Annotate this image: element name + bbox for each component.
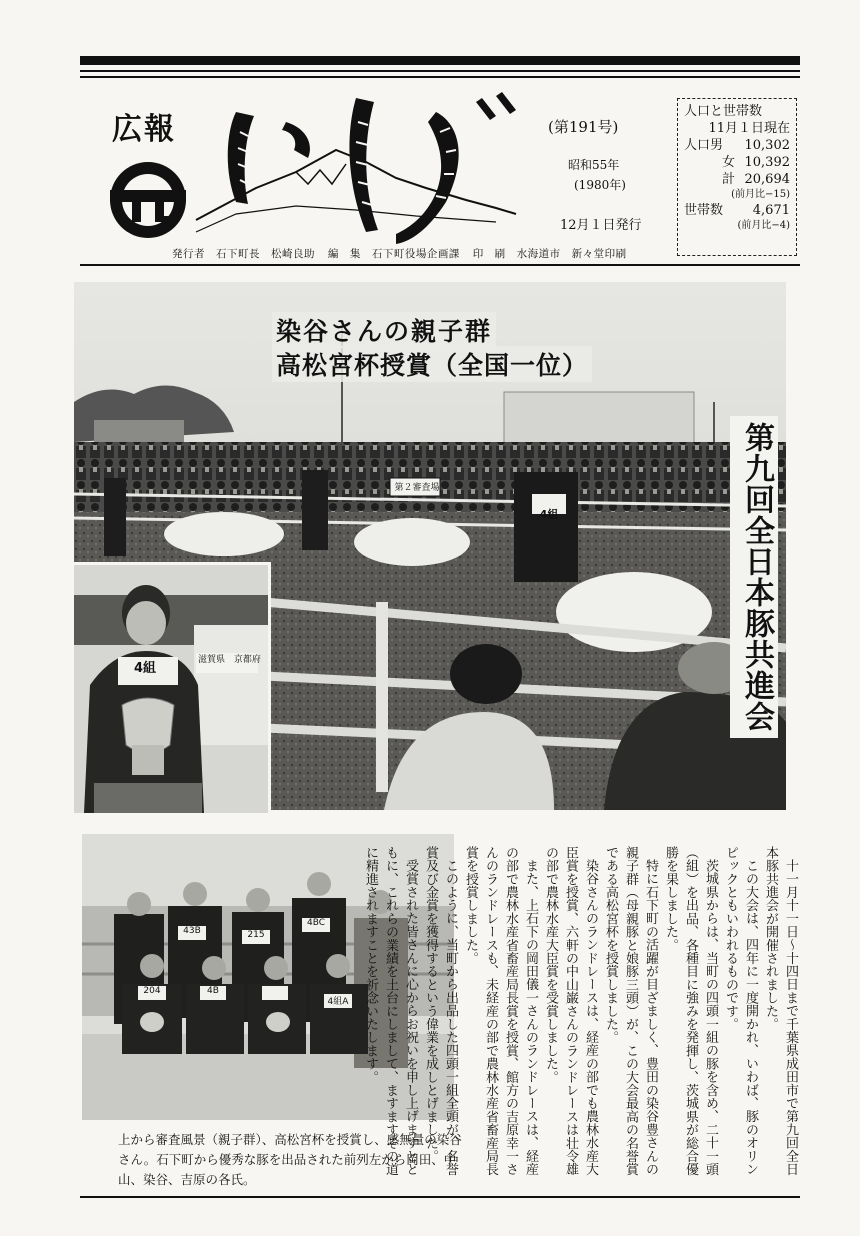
population-female-label: 女: [722, 155, 736, 170]
households-value: 4,671: [752, 203, 790, 218]
koho-label: 広報: [112, 112, 176, 147]
issue-date: 12月１日発行: [560, 218, 642, 233]
group-badge-4: 204: [143, 986, 161, 996]
households-change: (前月比−4): [737, 220, 790, 231]
article-paragraph: 受賞された皆さんに心からお祝いを申し上げますとともに、これらの業績を土台にしまして、ますますその道に精進されますことを祈念いたします。: [363, 846, 418, 1176]
winner-number-badge: 4組: [133, 661, 157, 676]
trophy-winner-photo: [74, 562, 271, 813]
population-male-value: 10,302: [744, 138, 790, 153]
issue-year: (1980年): [574, 178, 626, 192]
population-total-row: [684, 171, 790, 188]
group-badge-3: 4BC: [306, 918, 326, 928]
publisher-editor: 編 集 石下町役場企画課: [327, 248, 460, 260]
article-paragraph: 十一月十一日〜十四日まで千葉県成田市で第九回全日本豚共進会が開催されました。: [763, 846, 798, 1176]
trophy-winner-illustration: [74, 565, 268, 813]
prefecture-banners: [198, 652, 261, 665]
population-female-value: 10,392: [744, 155, 790, 170]
handler-number-badge: 4組: [539, 508, 559, 521]
masthead-rule-thin: [80, 70, 800, 72]
headline-line1: 染谷さんの親子群: [272, 312, 496, 348]
population-date: 11月１日現在: [708, 121, 790, 136]
population-male-row: [684, 137, 790, 154]
population-female-row: [684, 154, 790, 171]
article-paragraph: 特に石下町の活躍が目ざましく、豊田の染谷豊さんの親子群（母親豚と娘豚三頭）が、この大会最高の名誉賞である高松宮杯を授賞しました。: [603, 846, 658, 1176]
households-row: [684, 202, 790, 219]
households-label: 世帯数: [684, 203, 724, 218]
group-badge-5: 4B: [207, 986, 219, 996]
title-logo-art: [196, 92, 536, 252]
issue-era-date: 昭和55年: [568, 158, 620, 172]
group-badge-1: 43B: [183, 926, 201, 936]
headline-line2: 高松宮杯授賞（全国一位）: [272, 346, 592, 382]
banner-shiga: 滋賀県: [198, 655, 226, 665]
population-total-change: (前月比−15): [731, 189, 790, 200]
masthead-rule-thin: [80, 76, 800, 78]
population-total-label: 計: [722, 172, 736, 187]
publisher-printer: 印 刷 水海道市 新々堂印刷: [472, 248, 627, 260]
publisher-issuer: 発行者 石下町長 松崎良助: [172, 248, 315, 260]
ring-sign: 第２審査場: [394, 483, 440, 493]
article-paragraph: 染谷さんのランドレースは、経産の部でも農林水産大臣賞を授賞、六軒の中山巌さんのランドレースは壮令雄の部で農林水産大臣賞を受賞しました。: [543, 846, 598, 1176]
event-vertical-title: 第九回全日本豚共進会: [730, 416, 778, 738]
article-paragraph: また、上石下の岡田儀一さんのランドレースは、経産の部で農林水産省畜産局長賞を授賞、館方の吉原幸一さんのランドレースも、未経産の部で農林水産省畜産局長賞を授賞しました。: [463, 846, 538, 1176]
publisher-line: [172, 246, 636, 261]
population-total-value: 20,694: [744, 172, 790, 187]
issue-number: (第191号): [548, 118, 619, 136]
article-paragraph: この大会は、四年に一度開かれ、いわば、豚のオリンピックともいわれるものです。: [723, 846, 758, 1176]
town-emblem-icon: [108, 160, 188, 240]
masthead-rule-thick: [80, 56, 800, 65]
photo-caption: 上から審査風景（親子群）、高松宮杯を授賞し、感無量の染谷さん。石下町から優秀な豚を出品された前列左から岡田、中山、染谷、吉原の各氏。: [118, 1132, 462, 1187]
article-paragraph: 茨城県からは、当町の四頭一組の豚を含め、二十一頭（組）を出品、各種目に強みを発揮し、茨城県が総合優勝を果しました。: [663, 846, 718, 1176]
footer-rule: [80, 1196, 800, 1198]
group-badge-6: 4組A: [327, 997, 349, 1007]
population-title: 人口と世帯数: [684, 104, 763, 119]
population-box: [677, 98, 797, 256]
banner-kyoto: 京都府: [233, 655, 261, 665]
article-paragraph: このように、当町から出品した四頭一組全頭が、名誉賞及び金賞を獲得するという偉業を成しとげました。: [423, 846, 458, 1176]
masthead-rule-bottom: [80, 264, 800, 266]
article-body: [363, 846, 800, 1188]
population-male-label: 人口男: [684, 138, 724, 153]
group-badge-2: 215: [247, 930, 265, 940]
